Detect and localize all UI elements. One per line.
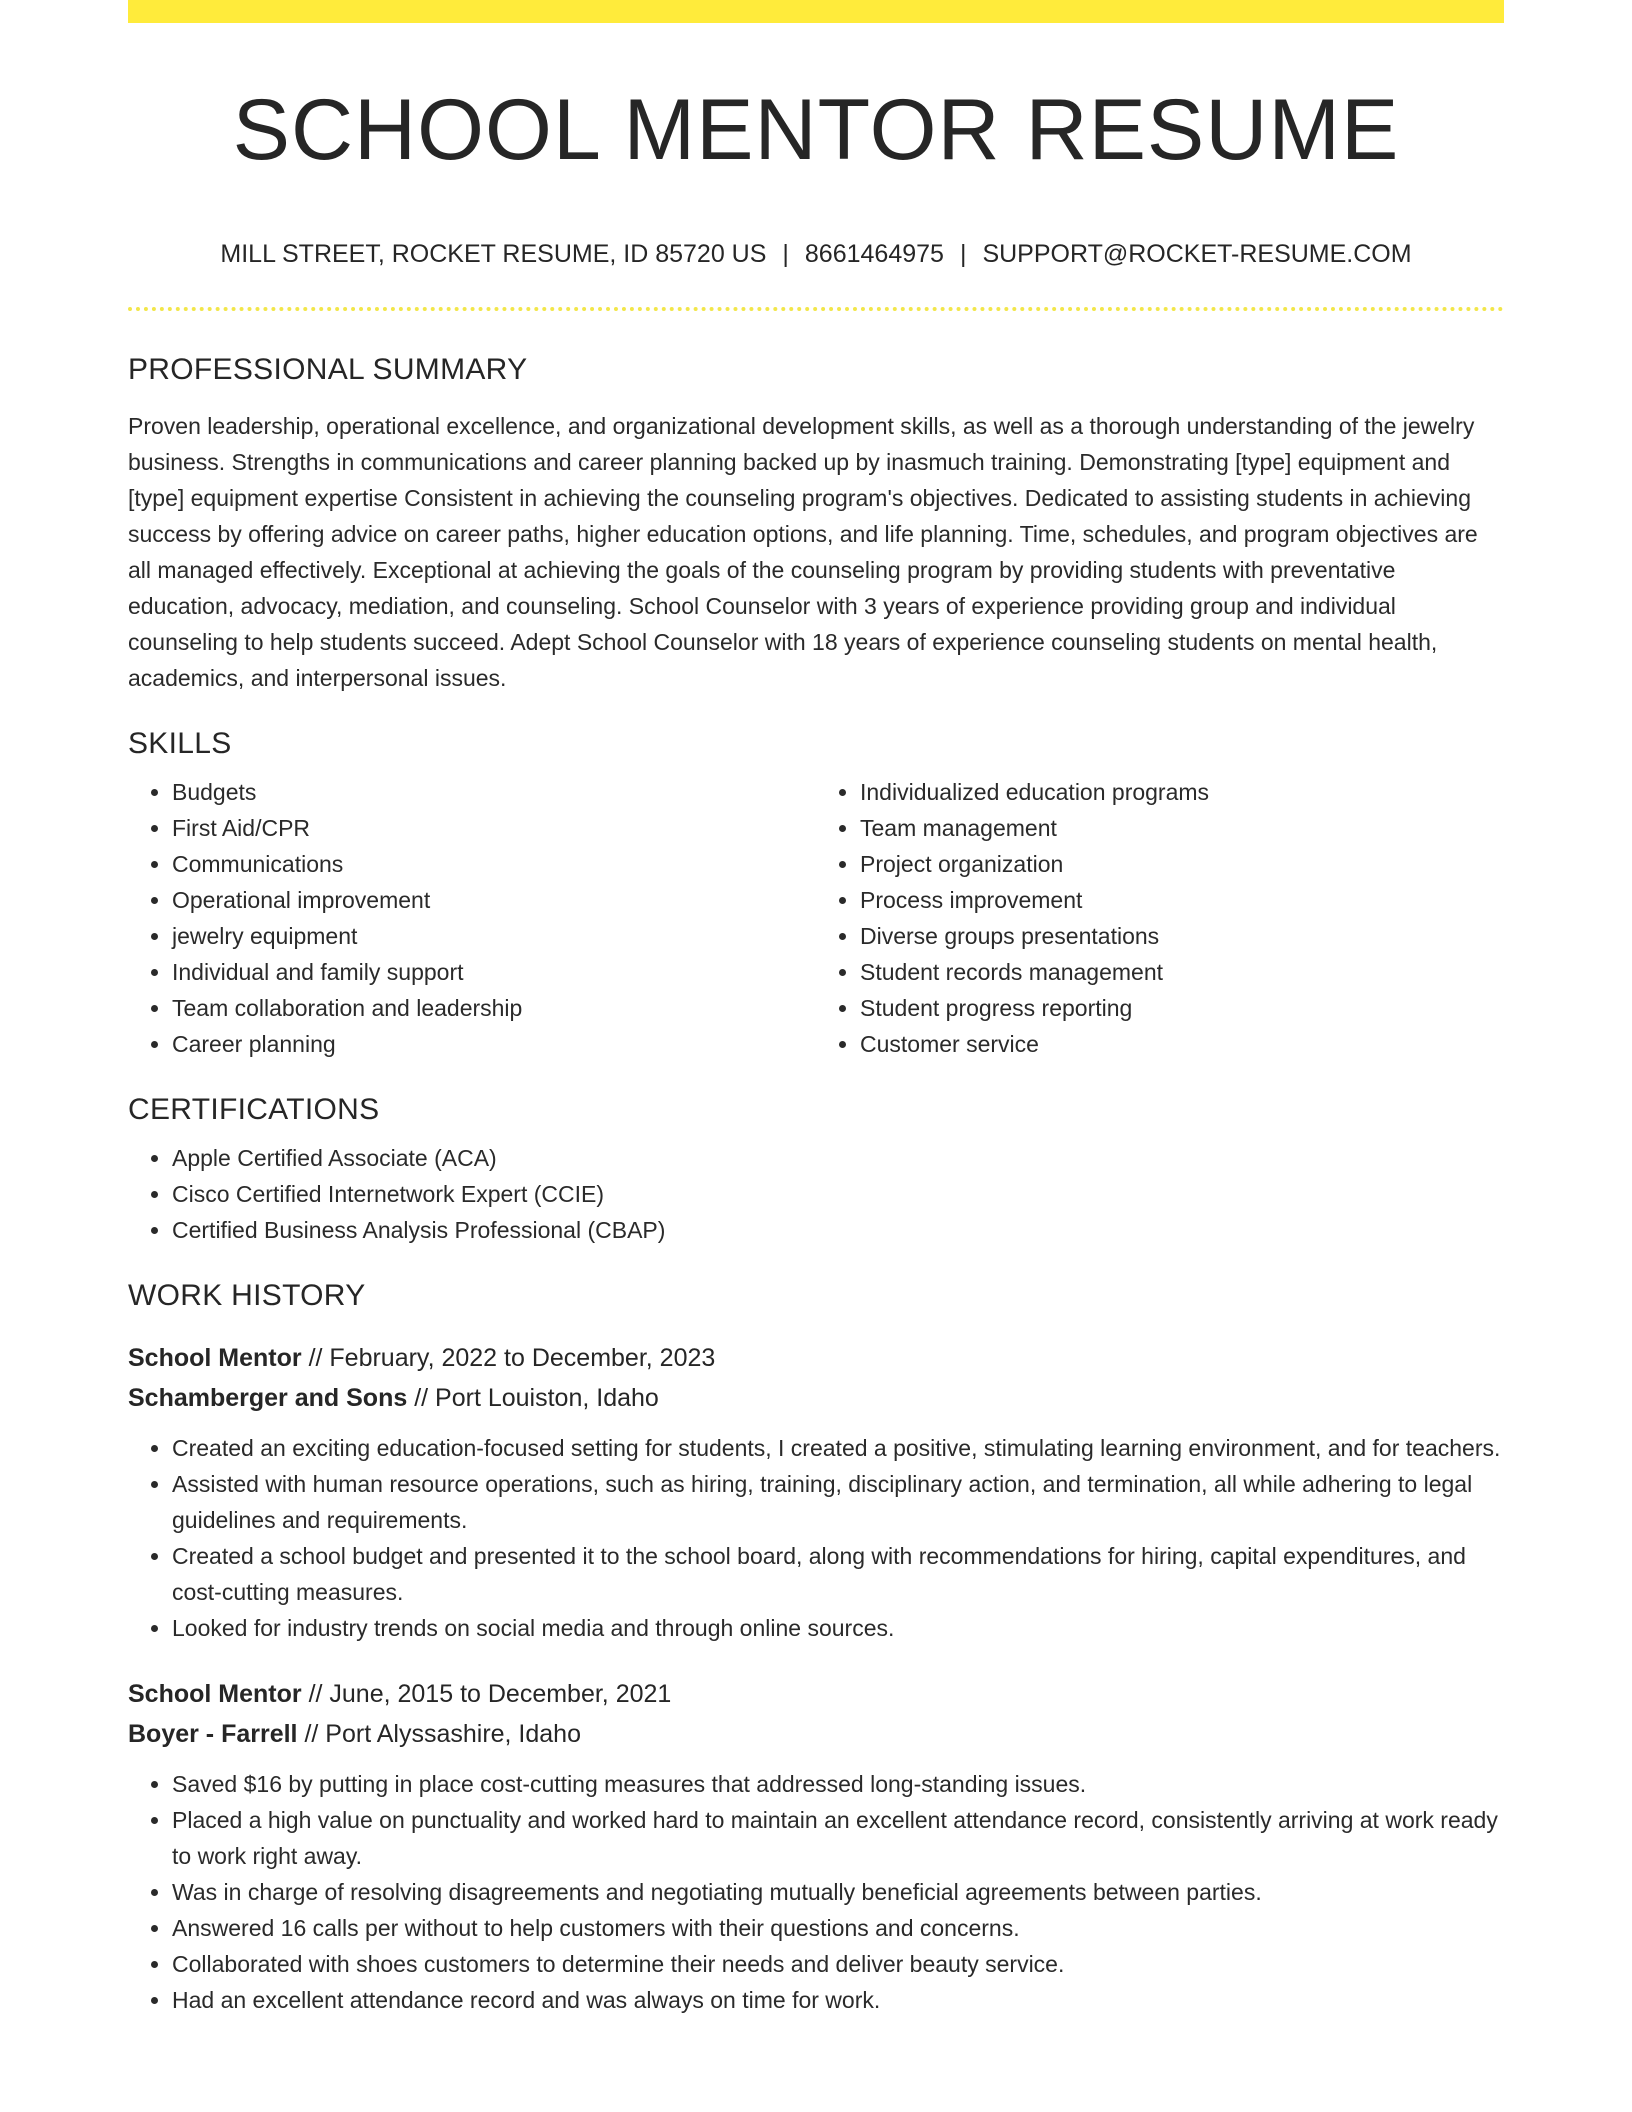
job-location: // Port Alyssashire, Idaho: [304, 1720, 581, 1748]
list-item: • Operational improvement: [172, 882, 816, 918]
list-item: • Cisco Certified Internetwork Expert (CCIE): [172, 1176, 1504, 1212]
job-bullets: [128, 1766, 1504, 2018]
contact-line: [128, 238, 1504, 270]
list-item: • Assisted with human resource operations, such as hiring, training, disciplinary action, and termination, all while adhering to legal guidelines and requirements.: [172, 1466, 1504, 1538]
job-entry: [128, 1338, 1504, 1646]
list-item: • Individualized education programs: [860, 774, 1504, 810]
list-item: • Individual and family support: [172, 954, 816, 990]
list-item: • Student records management: [860, 954, 1504, 990]
section-heading-skills: SKILLS: [128, 727, 232, 760]
certifications-section: [128, 1092, 1504, 1248]
list-item: • Created a school budget and presented it to the school board, along with recommendations for hiring, capital expenditures, and cost-cutting measures.: [172, 1538, 1504, 1610]
skills-list-left: [128, 774, 816, 1062]
job-dates: // February, 2022 to December, 2023: [308, 1344, 716, 1372]
job-title: School Mentor: [128, 1680, 302, 1708]
list-item: • Placed a high value on punctuality and worked hard to maintain an excellent attendance record, consistently arriving at work ready to work right away.: [172, 1802, 1504, 1874]
job-company: Schamberger and Sons: [128, 1384, 408, 1412]
list-item: • Collaborated with shoes customers to determine their needs and deliver beauty service.: [172, 1946, 1504, 1982]
job-company: Boyer - Farrell: [128, 1720, 298, 1748]
job-header: [128, 1338, 1504, 1418]
job-dates: // June, 2015 to December, 2021: [308, 1680, 672, 1708]
list-item: • Team management: [860, 810, 1504, 846]
list-item: • Diverse groups presentations: [860, 918, 1504, 954]
summary-section: [128, 352, 1504, 696]
list-item: • Communications: [172, 846, 816, 882]
section-heading-certifications: CERTIFICATIONS: [128, 1093, 380, 1126]
list-item: • Apple Certified Associate (ACA): [172, 1140, 1504, 1176]
list-item: • Saved $16 by putting in place cost-cutting measures that addressed long-standing issues.: [172, 1766, 1504, 1802]
list-item: • Team collaboration and leadership: [172, 990, 816, 1026]
email: SUPPORT@ROCKET-RESUME.COM: [982, 240, 1412, 268]
list-item: • Created an exciting education-focused setting for students, I created a positive, stimulating learning environment, and for teachers.: [172, 1430, 1504, 1466]
dotted-divider: [128, 307, 1504, 311]
separator: |: [959, 240, 967, 268]
job-header: [128, 1674, 1504, 1754]
phone: 8661464975: [804, 240, 944, 268]
job-bullets: [128, 1430, 1504, 1646]
list-item: • jewelry equipment: [172, 918, 816, 954]
page-title: SCHOOL MENTOR RESUME: [232, 82, 1400, 178]
list-item: • Answered 16 calls per without to help customers with their questions and concerns.: [172, 1910, 1504, 1946]
section-heading-work-history: WORK HISTORY: [128, 1279, 366, 1312]
job-entry: [128, 1674, 1504, 2018]
accent-bar: [128, 0, 1504, 23]
skills-list-right: [816, 774, 1504, 1062]
separator: |: [782, 240, 789, 268]
address: MILL STREET, ROCKET RESUME, ID 85720 US: [220, 240, 767, 268]
list-item: • Student progress reporting: [860, 990, 1504, 1026]
list-item: • Career planning: [172, 1026, 816, 1062]
list-item: • First Aid/CPR: [172, 810, 816, 846]
job-title: School Mentor: [128, 1344, 302, 1372]
list-item: • Was in charge of resolving disagreements and negotiating mutually beneficial agreements between parties.: [172, 1874, 1504, 1910]
list-item: • Certified Business Analysis Professional (CBAP): [172, 1212, 1504, 1248]
list-item: • Project organization: [860, 846, 1504, 882]
certifications-list: [128, 1140, 1504, 1248]
list-item: • Customer service: [860, 1026, 1504, 1062]
skills-section: [128, 726, 1504, 1062]
list-item: • Looked for industry trends on social media and through online sources.: [172, 1610, 1504, 1646]
list-item: • Budgets: [172, 774, 816, 810]
summary-text: Proven leadership, operational excellence, and organizational development skills, as well as a thorough understanding of the jewelry business. Strengths in communications and career planning backed up by inasmuch training. Demonstrating [type] equipment and [type] equipment expertise Consistent in achieving the counseling program's objectives. Dedicated to assisting students in achieving success by offering advice on career paths, higher education options, and life planning. Time, schedules, and program objectives are all managed effectively. Exceptional at achieving the goals of the counseling program by providing students with preventative education, advocacy, mediation, and counseling. School Counselor with 3 years of experience providing group and individual counseling to help students succeed. Adept School Counselor with 18 years of experience counseling students on mental health, academics, and interpersonal issues.: [128, 413, 1478, 691]
list-item: • Process improvement: [860, 882, 1504, 918]
work-history-section: [128, 1278, 1504, 2018]
list-item: • Had an excellent attendance record and was always on time for work.: [172, 1982, 1504, 2018]
resume-content: [128, 352, 1504, 2018]
job-location: // Port Louiston, Idaho: [414, 1384, 659, 1412]
section-heading-summary: PROFESSIONAL SUMMARY: [128, 353, 528, 386]
skills-columns: [128, 762, 1504, 1062]
